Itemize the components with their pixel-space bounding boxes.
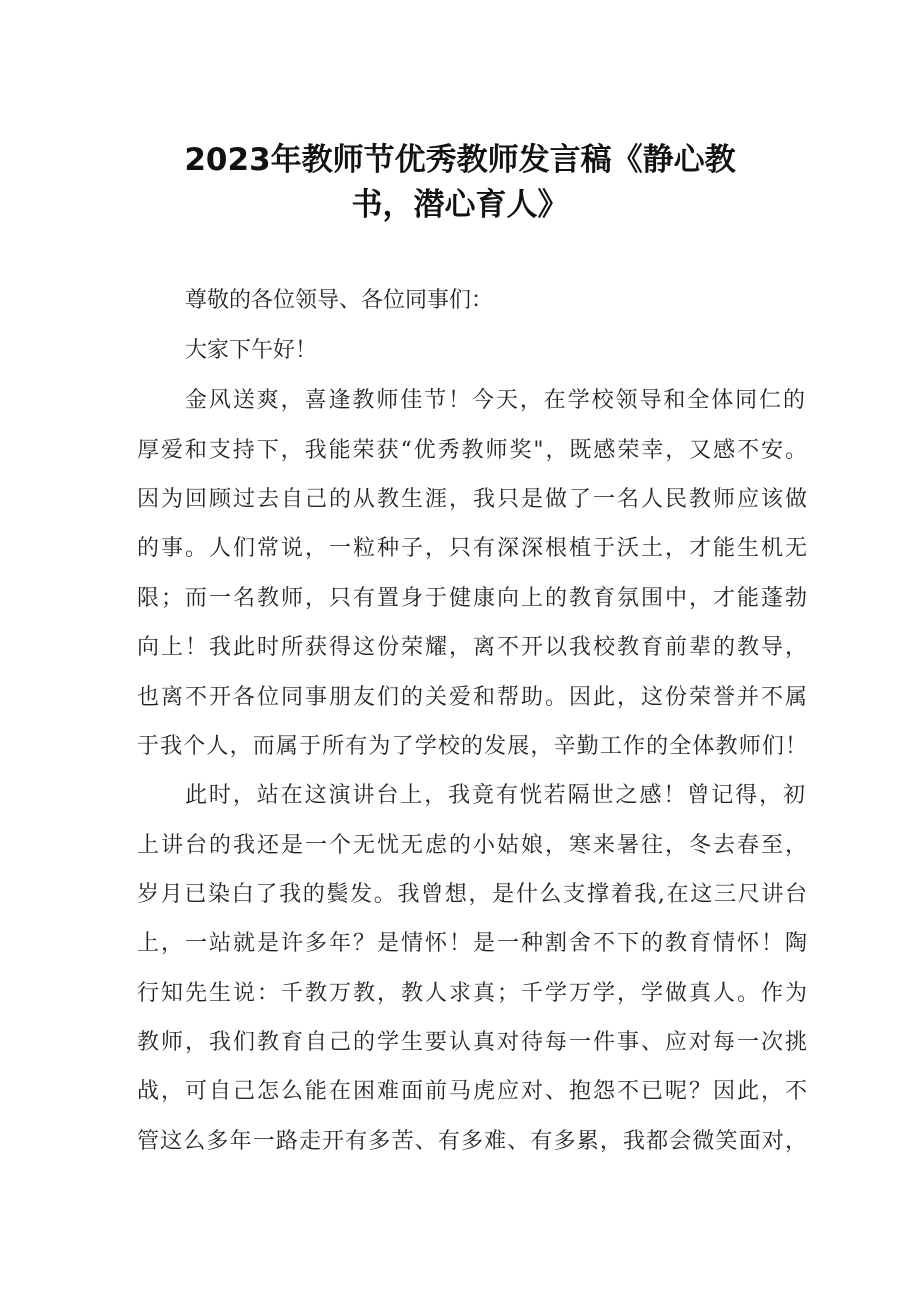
paragraph-line: 的事。人们常说，一粒种子，只有深深根植于沃土，才能生机无 [137, 536, 807, 561]
salutation: 尊敬的各位领导、各位同事们： [185, 288, 494, 313]
paragraph-line: 行知先生说：千教万教，教人求真；千学万学，学做真人。作为 [137, 981, 807, 1006]
paragraph-line: 管这么多年一路走开有多苦、有多难、有多累，我都会微笑面对， [137, 1129, 807, 1154]
paragraph-line: 岁月已染白了我的鬓发。我曾想，是什么支撑着我,在这三尺讲台 [137, 882, 807, 907]
paragraph-line: 此时，站在这演讲台上，我竟有恍若隔世之感！曾记得，初 [185, 783, 805, 808]
document-title-line-1: 2023年教师节优秀教师发言稿《静心教 [184, 142, 736, 178]
paragraph-line: 上，一站就是许多年？是情怀！是一种割舍不下的教育情怀！陶 [137, 931, 807, 956]
paragraph-line: 限；而一名教师，只有置身于健康向上的教育氛围中，才能蓬勃 [137, 586, 807, 611]
paragraph-line: 于我个人，而属于所有为了学校的发展，辛勤工作的全体教师们！ [137, 734, 807, 759]
greeting: 大家下午好！ [185, 338, 318, 363]
paragraph-line: 也离不开各位同事朋友们的关爱和帮助。因此，这份荣誉并不属 [137, 685, 807, 710]
paragraph-line: 教师，我们教育自己的学生要认真对待每一件事、应对每一次挑 [137, 1030, 807, 1055]
paragraph-line: 上讲台的我还是一个无忧无虑的小姑娘，寒来暑往，冬去春至， [137, 833, 807, 858]
paragraph-line: 战，可自己怎么能在困难面前马虎应对、抱怨不已呢？因此，不 [137, 1079, 807, 1104]
paragraph-line: 因为回顾过去自己的从教生涯，我只是做了一名人民教师应该做 [137, 487, 807, 512]
document-title-line-2: 书，潜心育人》 [351, 187, 569, 223]
paragraph-line: 向上！我此时所获得这份荣耀，离不开以我校教育前辈的教导， [137, 635, 807, 660]
paragraph-line: 厚爱和支持下，我能荣获“优秀教师奖"，既感荣幸，又感不安。 [137, 438, 807, 463]
paragraph-line: 金风送爽，喜逢教师佳节！今天，在学校领导和全体同仁的 [185, 388, 805, 413]
